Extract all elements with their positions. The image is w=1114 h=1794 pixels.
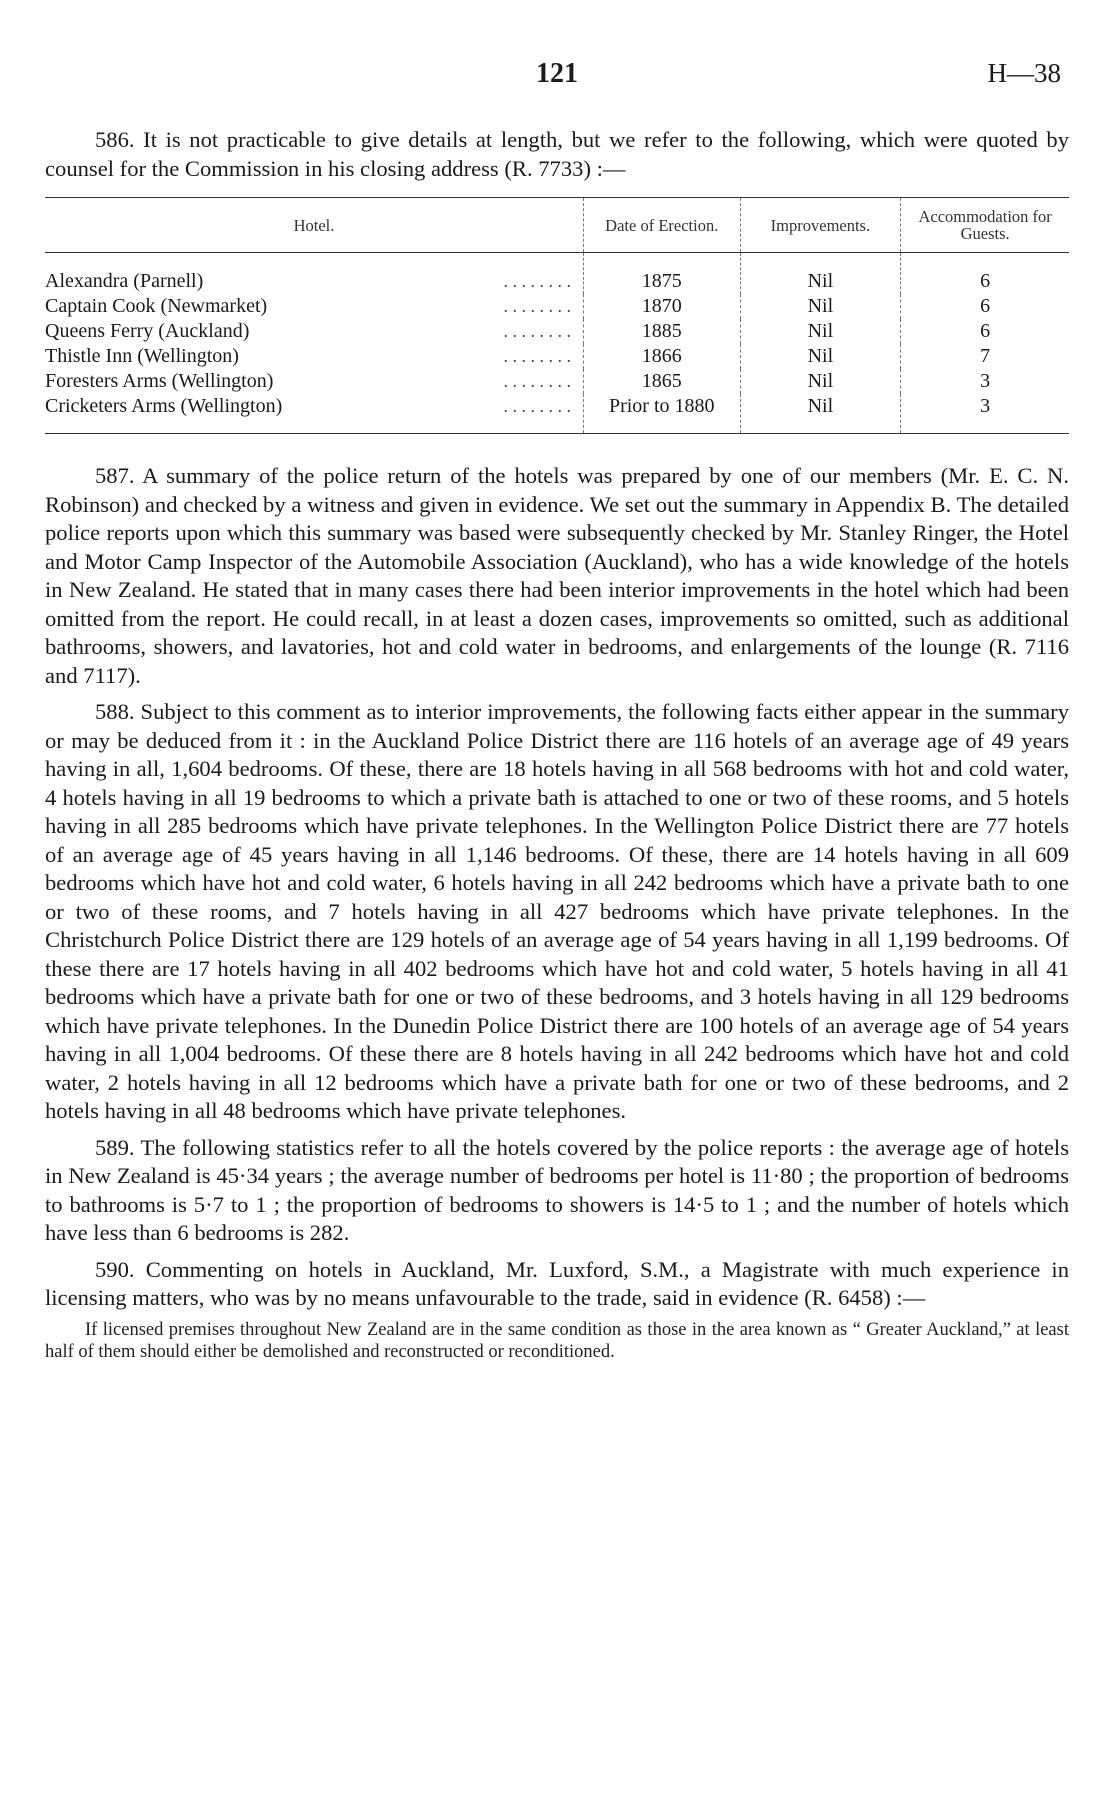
improvements-value: Nil: [740, 394, 901, 434]
accommodation-value: 3: [901, 394, 1069, 434]
hotels-table-container: [45, 197, 1069, 434]
evidence-quote: If licensed premises throughout New Zealand are in the same condition as those in the area known as “ Greater Auckland,” at least half of them should either be demolished and reconstructed or reconditioned.: [45, 1319, 1069, 1362]
accommodation-value: 3: [901, 369, 1069, 394]
header-hotel: Hotel.: [45, 198, 583, 253]
erection-date: 1865: [583, 369, 740, 394]
dot-leader: . . . . . . . .: [503, 271, 571, 291]
table-row: [45, 253, 1069, 295]
paragraph-588: 588. Subject to this comment as to interior improvements, the following facts either appear in the summary or may be deduced from it : in the Auckland Police District there are 116 hotels of an average age of 49 years having in all, 1,604 bedrooms. Of these, there are 18 hotels having in all 568 bedrooms with hot and cold water, 4 hotels having in all 19 bedrooms to which a private bath is attached to one or two of these rooms, and 5 hotels having in all 285 bedrooms which have private telephones. In the Wellington Police District there are 77 hotels of an average age of 45 years having in all 1,146 bedrooms. Of these, there are 14 hotels having in all 609 bedrooms which have hot and cold water, 6 hotels having in all 242 bedrooms which have a private bath to one or two of these rooms, and 7 hotels having in all 427 bedrooms which have private telephones. In the Christchurch Police District there are 129 hotels of an average age of 54 years having in all 1,199 bedrooms. Of these there are 17 hotels having in all 402 bedrooms which have hot and cold water, 5 hotels having in all 41 bedrooms which have a private bath for one or two of these bedrooms, and 3 hotels having in all 129 bedrooms which have private telephones. In the Dunedin Police District there are 100 hotels of an average age of 54 years having in all 1,004 bedrooms. Of these there are 8 hotels having in all 242 bedrooms which have hot and cold water, 2 hotels having in all 12 bedrooms which have a private bath for one or two of these bedrooms, and 2 hotels having in all 48 bedrooms which have private telephones.: [45, 699, 1069, 1123]
hotel-name: Alexandra (Parnell): [45, 270, 204, 292]
accommodation-value: 6: [901, 319, 1069, 344]
erection-date: 1866: [583, 344, 740, 369]
accommodation-value: 7: [901, 344, 1069, 369]
table-row: [45, 319, 1069, 344]
hotel-name: Thistle Inn (Wellington): [45, 345, 239, 367]
paragraph-586: 586. It is not practicable to give details at length, but we refer to the following, which were quoted by counsel for the Commission in his closing address (R. 7733) :—: [45, 127, 1069, 181]
dot-leader: . . . . . . . .: [503, 321, 571, 341]
page-number: 121: [536, 58, 578, 89]
paragraph-589: 589. The following statistics refer to all the hotels covered by the police reports : the average age of hotels in New Zealand is 45·34 years ; the average number of bedrooms per hotel is 11·80 ; the proportion of bedrooms to bathrooms is 5·7 to 1 ; the proportion of bedrooms to showers is 14·5 to 1 ; and the number of hotels which have less than 6 bedrooms is 282.: [45, 1134, 1069, 1245]
improvements-value: Nil: [740, 294, 901, 319]
header-improvements: Improvements.: [740, 198, 901, 253]
hotel-name: Captain Cook (Newmarket): [45, 295, 268, 317]
hotels-table: [45, 197, 1069, 434]
dot-leader: . . . . . . . .: [503, 396, 571, 416]
accommodation-value: 6: [901, 253, 1069, 295]
header-date-of-erection: Date of Erection.: [583, 198, 740, 253]
erection-date: Prior to 1880: [583, 394, 740, 434]
dot-leader: . . . . . . . .: [503, 296, 571, 316]
table-row: [45, 294, 1069, 319]
improvements-value: Nil: [740, 319, 901, 344]
erection-date: 1885: [583, 319, 740, 344]
hotel-name: Cricketers Arms (Wellington): [45, 395, 283, 417]
dot-leader: . . . . . . . .: [503, 346, 571, 366]
table-row: [45, 394, 1069, 434]
accommodation-value: 6: [901, 294, 1069, 319]
erection-date: 1875: [583, 253, 740, 295]
header-accommodation: Accommodation for Guests.: [901, 198, 1069, 253]
table-row: [45, 344, 1069, 369]
dot-leader: . . . . . . . .: [503, 371, 571, 391]
hotel-name: Foresters Arms (Wellington): [45, 370, 274, 392]
improvements-value: Nil: [740, 369, 901, 394]
hotel-name: Queens Ferry (Auckland): [45, 320, 250, 342]
page-code: H—38: [987, 58, 1061, 88]
improvements-value: Nil: [740, 344, 901, 369]
document-page: [45, 0, 1069, 1363]
table-row: [45, 369, 1069, 394]
paragraph-587: 587. A summary of the police return of the hotels was prepared by one of our members (Mr. E. C. N. Robinson) and checked by a witness and given in evidence. We set out the summary in Appendix B. The detailed police reports upon which this summary was based were subsequently checked by Mr. Stanley Ringer, the Hotel and Motor Camp Inspector of the Automobile Association (Auckland), who has a wide knowledge of the hotels in New Zealand. He stated that in many cases there had been interior improvements in the hotel which had been omitted from the report. He could recall, in at least a dozen cases, improvements so omitted, such as additional bathrooms, showers, and lavatories, hot and cold water in bedrooms, and enlargements of the lounge (R. 7116 and 7117).: [45, 463, 1069, 688]
paragraph-590: 590. Commenting on hotels in Auckland, Mr. Luxford, S.M., a Magistrate with much experience in licensing matters, who was by no means unfavourable to the trade, said in evidence (R. 6458) :—: [45, 1256, 1069, 1310]
erection-date: 1870: [583, 294, 740, 319]
improvements-value: Nil: [740, 253, 901, 295]
page-header: [45, 0, 1069, 110]
table-header-row: [45, 198, 1069, 253]
